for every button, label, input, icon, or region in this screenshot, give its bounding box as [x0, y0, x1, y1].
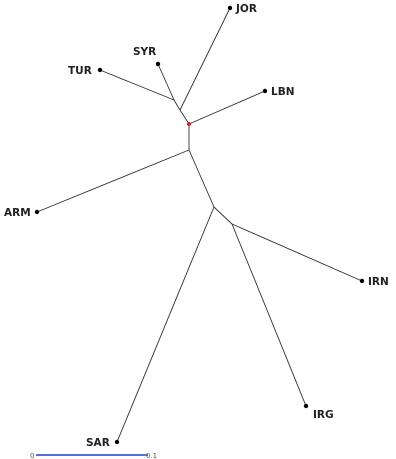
branch-jor: [180, 8, 230, 110]
scale-bar-left-label: 0: [30, 452, 35, 459]
tip-dot-arm: [35, 210, 39, 214]
branch-arm: [37, 150, 189, 212]
branch-internal-irn-irg: [214, 207, 232, 224]
tip-label-irg: IRG: [313, 409, 334, 421]
branch-internal-syr-tur: [174, 100, 180, 110]
tip-dot-syr: [156, 62, 160, 66]
scale-bar: [30, 452, 157, 459]
tip-dot-irn: [360, 279, 364, 283]
tip-label-syr: SYR: [133, 46, 157, 58]
branch-lbn: [189, 91, 265, 124]
tip-dot-sar: [115, 440, 119, 444]
branch-internal-jor: [180, 110, 189, 124]
tip-label-sar: SAR: [86, 437, 110, 449]
scale-bar-right-label: 0.1: [146, 452, 158, 459]
tip-label-irn: IRN: [368, 276, 389, 288]
tip-dot-irg: [304, 404, 308, 408]
tip-dot-lbn: [263, 89, 267, 93]
branch-internal-lower: [189, 150, 214, 207]
tip-dot-jor: [228, 6, 232, 10]
tip-labels: [4, 3, 389, 449]
highlighted-node: [187, 122, 191, 126]
tip-label-arm: ARM: [4, 207, 31, 219]
tip-label-tur: TUR: [68, 65, 92, 77]
tip-label-lbn: LBN: [271, 86, 295, 98]
tip-label-jor: JOR: [236, 3, 257, 15]
tip-dot-tur: [98, 68, 102, 72]
branch-sar: [117, 207, 214, 442]
